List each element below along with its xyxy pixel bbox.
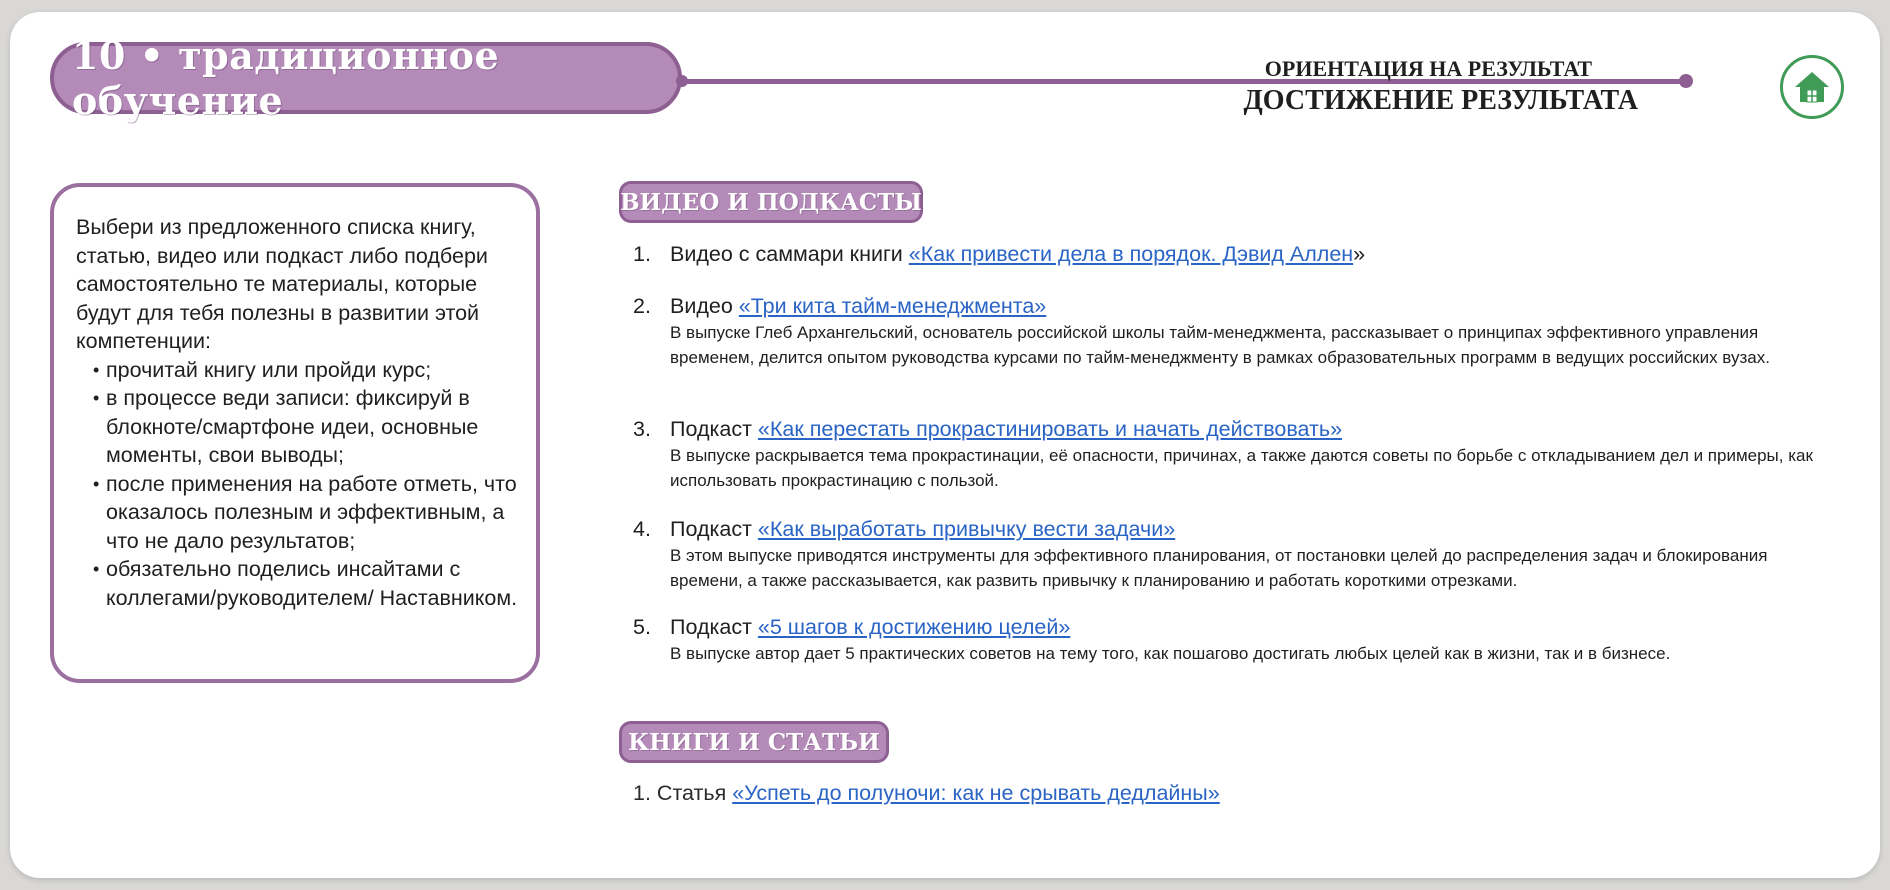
list-item [633,293,1813,370]
instructions-intro: Выбери из предложенного списка книгу, статью, видео или подкаст либо подбери самостоятельно те материалы, которые будут для тебя полезны в развитии этой компетенции: [76,215,488,353]
instructions-bullet: • в процессе веди записи: фиксируй в блокноте/смартфоне идеи, основные моменты, свои выводы; [76,384,518,470]
item-prefix: Подкаст [670,615,758,639]
list-item [633,241,1813,267]
header-divider-dot-left [676,75,688,87]
section-heading-books-label: КНИГИ И СТАТЬИ [628,728,880,756]
list-item [633,780,1220,806]
item-description: В выпуске Глеб Архангельский, основатель российской школы тайм-менеджмента, рассказывает о принципах эффективного управления временем, делится опытом руководства курсами по тайм-менеджменту в рамках образовательных программ в ведущих российских вузах. [670,323,1770,367]
page-title-pill [50,33,682,123]
item-prefix: Подкаст [670,417,758,441]
resource-link[interactable]: «Как выработать привычку вести задачи» [757,517,1176,541]
page-title: 10 • традиционное обучение [72,33,500,123]
item-number: 5. [633,615,651,639]
section-heading-books [619,721,889,763]
item-number: 1. [633,781,651,805]
item-suffix: » [1353,242,1366,266]
item-prefix: Статья [656,781,733,805]
section-heading-videos-label: ВИДЕО И ПОДКАСТЫ [620,188,922,216]
instructions-bullet: • после применения на работе отметь, что оказалось полезным и эффективным, а что не дало результатов; [76,470,518,556]
instructions-bullet: • прочитай книгу или пройди курс; [76,356,518,385]
item-prefix: Подкаст [670,517,758,541]
instructions-box [50,183,540,683]
competency-group: ОРИЕНТАЦИЯ НА РЕЗУЛЬТАТ [1264,56,1592,81]
resource-link[interactable]: «Три кита тайм-менеджмента» [738,294,1047,318]
item-prefix: Видео [670,294,739,318]
list-item [633,516,1813,593]
instructions-bullet: • обязательно поделись инсайтами с коллегами/руководителем/ Наставником. [76,555,518,612]
resource-link[interactable]: «Как перестать прокрастинировать и начать действовать» [757,417,1343,441]
header-divider-dot-right [1679,74,1693,88]
section-heading-videos [619,181,923,223]
home-button[interactable] [1780,55,1844,119]
home-icon [1792,69,1832,105]
resource-link[interactable]: «Как привести дела в порядок. Дэвид Аллен [908,242,1354,266]
item-description: В выпуске автор дает 5 практических советов на тему того, как пошагово достигать любых целей как в жизни, так и в бизнесе. [670,644,1671,663]
item-description: В этом выпуске приводятся инструменты для эффективного планирования, от постановки целей до распределения задач и блокирования времени, а также рассказывается, как развить привычку к планированию и работать короткими отрезками. [670,546,1768,590]
list-item [633,614,1813,666]
item-number: 1. [633,242,651,266]
item-number: 3. [633,417,651,441]
item-number: 2. [633,294,651,318]
resource-link[interactable]: «5 шагов к достижению целей» [757,615,1071,639]
item-number: 4. [633,517,651,541]
item-description: В выпуске раскрывается тема прокрастинации, её опасности, причинах, а также даются советы по борьбе с откладыванием дел и примеры, как использовать прокрастинацию с пользой. [670,446,1813,490]
list-item [633,416,1813,493]
instructions-list [76,356,518,613]
competency-title: ДОСТИЖЕНИЕ РЕЗУЛЬТАТА [1243,85,1638,116]
resource-link[interactable]: «Успеть до полуночи: как не срывать дедлайны» [732,781,1220,805]
item-prefix: Видео с саммари книги [670,242,909,266]
